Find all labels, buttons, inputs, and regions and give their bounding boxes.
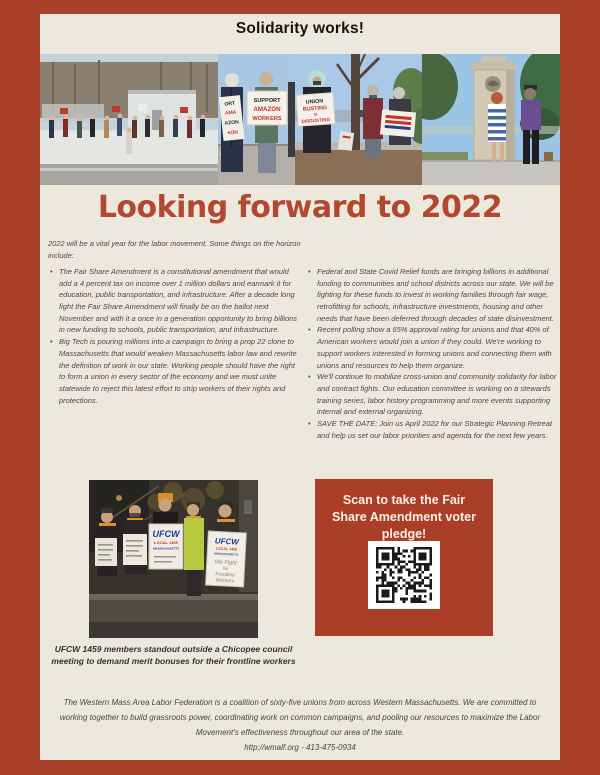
- sidewalk: [89, 600, 258, 622]
- qr-code-icon: [368, 541, 440, 609]
- photo-caption: UFCW 1459 members standout outside a Chicopee council meeting to demand merit bonuses for their frontline workers: [51, 644, 296, 667]
- essential-workers-sign: [380, 110, 416, 138]
- ufcw-sign-handwritten: [206, 531, 247, 587]
- ufcw-sign-center: [149, 524, 183, 569]
- bullet-item: • Federal and State Covid Relief funds are bringing billions in additional funding to communities and school districts across our state. We will be fighting for these funds to invest in working families through fair wage, retrofitting for schools, infrastructure investments, housing and other needs that have been deferred through decades of state disinvestment.: [306, 266, 559, 324]
- svg-text:DISGUSTING: DISGUSTING: [301, 116, 331, 124]
- svg-text:UFCW: UFCW: [214, 536, 240, 547]
- footer-contact-link[interactable]: http://wmalf.org - 413-475-0934: [244, 743, 356, 752]
- svg-text:AMA: AMA: [224, 109, 237, 117]
- street: [89, 622, 258, 638]
- dirt-ground: [295, 150, 422, 185]
- svg-text:Frontline: Frontline: [215, 571, 235, 579]
- svg-text:BUSTING: BUSTING: [302, 105, 328, 113]
- svg-text:UFCW: UFCW: [152, 529, 180, 539]
- svg-text:IS: IS: [313, 112, 318, 117]
- svg-text:ORT: ORT: [224, 100, 236, 108]
- photo-ufcw-standout: [89, 480, 258, 638]
- bullet-item: • Recent polling show a 65% approval rating for unions and that 40% of American workers would join a union if they could. We're working to support workers interested in forming unions and connecting them with unions and resources to help them organize.: [306, 324, 559, 371]
- amazon-sign: [247, 91, 287, 125]
- intro-text: 2022 will be a vital year for the labor movement. Some things on the horizon include:: [48, 239, 301, 260]
- pledge-box: [315, 479, 493, 636]
- bag: [544, 152, 553, 161]
- bullet-column-left: [48, 266, 301, 406]
- bullet-item: • Big Tech is pouring millions into a campaign to bring a prop 22 clone to Massachusetts that would weaken Massachusetts labor law and rewrite the definition of work in our state. Working people should have the right to form a union in every sector of the economy and we must unite statewide to reject this latest effort to strip workers of their rights and protections.: [48, 336, 301, 406]
- page-content: [40, 14, 560, 760]
- photo-amazon-support: [218, 54, 295, 185]
- photo-monument: [422, 54, 560, 185]
- svg-text:LOCAL 1459: LOCAL 1459: [154, 540, 178, 545]
- leaning-signs: [338, 131, 354, 151]
- svg-text:AZON: AZON: [224, 119, 240, 127]
- curb: [89, 594, 258, 600]
- pledge-text: Scan to take the Fair Share Amendment voter pledge!: [331, 493, 477, 541]
- svg-text:Workers: Workers: [215, 577, 235, 585]
- svg-text:UNION: UNION: [305, 98, 324, 106]
- svg-text:AMAZON: AMAZON: [253, 106, 281, 113]
- bullet-item: • We'll continue to mobilize cross-union and community solidarity for labor and contract fights. Our education committee is working on a stewards training series, labor history programming and more events supporting internal and external organizing.: [306, 371, 559, 418]
- photo-union-busting: [295, 54, 422, 185]
- svg-text:for: for: [222, 565, 229, 572]
- main-title: Looking forward to 2022: [97, 190, 503, 225]
- footer-about: The Western Mass Area Labor Federation is a coalition of sixty-five unions from across Western Massachusetts. We are committed to working together to build grassroots power, coordinating work on common campaigns, and pooling our resources to maximize the Labor Movement's effectiveness throughout our area of the state.: [59, 698, 541, 737]
- page-header: Solidarity works!: [235, 20, 365, 37]
- person-edge: [288, 82, 295, 157]
- svg-text:LOCAL 1459: LOCAL 1459: [215, 546, 238, 552]
- member-4-hivis: [184, 502, 204, 596]
- union-busting-sign: [296, 93, 335, 127]
- road: [40, 164, 218, 185]
- svg-text:SUPPORT: SUPPORT: [253, 98, 281, 104]
- svg-text:WORKERS: WORKERS: [252, 116, 282, 122]
- svg-text:MASSACHUSETTS: MASSACHUSETTS: [214, 552, 239, 557]
- svg-text:♥ON: ♥ON: [227, 129, 239, 137]
- photo-snow-standout: [40, 54, 218, 185]
- svg-text:MASSACHUSETTS: MASSACHUSETTS: [152, 546, 180, 551]
- pavement: [422, 160, 560, 185]
- photo-strip: [40, 54, 560, 185]
- svg-text:We Fight: We Fight: [214, 559, 237, 567]
- bullet-item: • The Fair Share Amendment is a constitutional amendment that would add a 4 percent tax on income over 1 million dollars and earmark it for education, public transportation, and infrastructure. After a decade long fight the Fair Share Amendment will finally be on the ballot next November and with it a once in a generation opportunity to bring billions in new funding to schools, public transportation, and infrastructure.: [48, 266, 301, 336]
- bullet-column-right: [306, 266, 559, 441]
- bullet-item: • SAVE THE DATE: Join us April 2022 for our Strategic Planning Retreat and help us set our labor priorities and agenda for the next few years.: [306, 418, 559, 441]
